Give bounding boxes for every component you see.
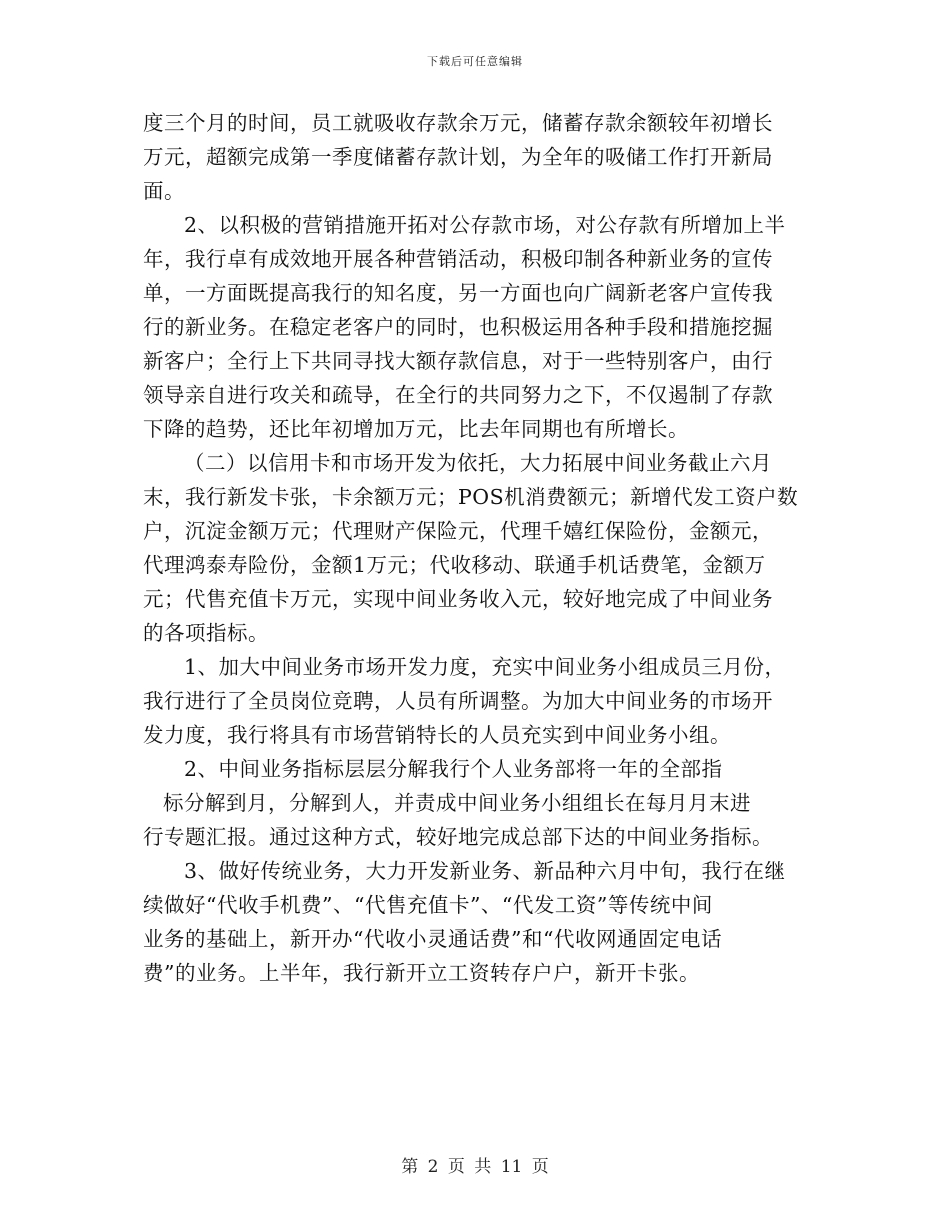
body-line: 度三个月的时间，员工就吸收存款余万元，储蓄存款余额较年初增长 xyxy=(143,111,773,135)
page-header: 下载后可任意编辑 xyxy=(427,55,523,68)
body-line: 面。 xyxy=(143,179,185,203)
body-line: 业务的基础上，新开办“代收小灵通话费”和“代收网通固定电话 xyxy=(143,927,722,951)
body-line: 万元，超额完成第一季度储蓄存款计划，为全年的吸储工作打开新局 xyxy=(143,145,773,169)
body-line: 续做好“代收手机费”、“代售充值卡”、“代发工资”等传统中间 xyxy=(143,893,713,917)
body-line: 元；代售充值卡万元，实现中间业务收入元，较好地完成了中间业务 xyxy=(143,587,773,611)
body-line: 发力度，我行将具有市场营销特长的人员充实到中间业务小组。 xyxy=(143,723,731,747)
body-line: 户，沉淀金额万元；代理财产保险元，代理千嬉红保险份，金额元， xyxy=(143,519,773,543)
body-line: 3、做好传统业务，大力开发新业务、新品种六月中旬，我行在继 xyxy=(184,859,786,883)
body-line: 领导亲自进行攻关和疏导，在全行的共同努力之下，不仅遏制了存款 xyxy=(143,383,773,407)
body-line: 单，一方面既提高我行的知名度，另一方面也向广阔新老客户宣传我 xyxy=(143,281,773,305)
document-body xyxy=(143,106,811,990)
body-line: 我行进行了全员岗位竞聘，人员有所调整。为加大中间业务的市场开 xyxy=(143,689,773,713)
page-number: 第 2 页 共 11 页 xyxy=(401,1157,549,1177)
body-line: 的各项指标。 xyxy=(143,621,269,645)
body-line: （二）以信用卡和市场开发为依托，大力拓展中间业务截止六月 xyxy=(184,451,772,475)
body-line: 年，我行卓有成效地开展各种营销活动，积极印制各种新业务的宣传 xyxy=(143,247,773,271)
body-line: 2、中间业务指标层层分解我行个人业务部将一年的全部指 xyxy=(184,757,723,781)
body-line: 2、以积极的营销措施开拓对公存款市场，对公存款有所增加上半 xyxy=(184,213,786,237)
body-line: 标分解到月，分解到人，并责成中间业务小组组长在每月月末进 xyxy=(163,791,751,815)
body-line: 行专题汇报。通过这种方式，较好地完成总部下达的中间业务指标。 xyxy=(143,825,773,849)
body-line: 行的新业务。在稳定老客户的同时，也积极运用各种手段和措施挖掘 xyxy=(143,315,773,339)
body-line: 代理鸿泰寿险份，金额1万元；代收移动、联通手机话费笔，金额万 xyxy=(143,553,766,577)
body-line: 末，我行新发卡张，卡余额万元；POS机消费额元；新增代发工资户数 xyxy=(143,485,799,509)
body-line: 费”的业务。上半年，我行新开立工资转存户户，新开卡张。 xyxy=(143,961,700,985)
body-line: 下降的趋势，还比年初增加万元，比去年同期也有所增长。 xyxy=(143,417,689,441)
body-line: 新客户；全行上下共同寻找大额存款信息，对于一些特别客户，由行 xyxy=(143,349,773,373)
body-line: 1、加大中间业务市场开发力度，充实中间业务小组成员三月份， xyxy=(184,655,786,679)
